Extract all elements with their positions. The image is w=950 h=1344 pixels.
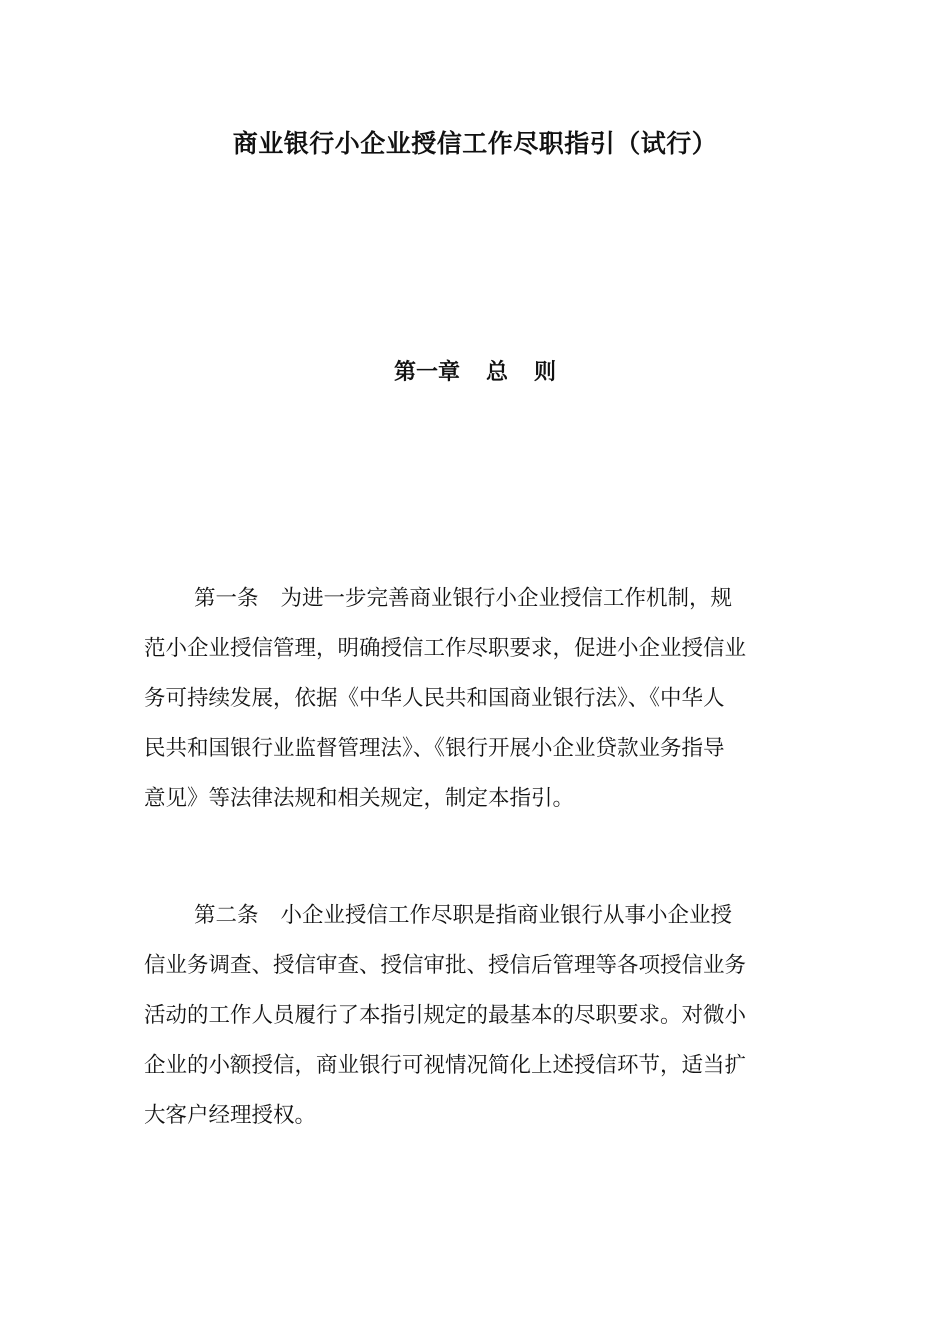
article-line: 民共和国银行业监督管理法》、《银行开展小企业贷款业务指导 — [144, 736, 725, 761]
article-text: 小企业授信工作尽职是指商业银行从事小企业授 — [280, 903, 733, 928]
article-line: 范小企业授信管理，明确授信工作尽职要求，促进小企业授信业 — [144, 636, 747, 661]
article-line: 大客户经理授权。 — [144, 1103, 317, 1128]
article-line: 务可持续发展，依据《中华人民共和国商业银行法》、《中华人 — [144, 686, 725, 711]
article-2 — [144, 891, 812, 1141]
document-title: 商业银行小企业授信工作尽职指引（试行） — [232, 129, 718, 158]
article-line — [144, 891, 812, 941]
article-line — [144, 574, 812, 624]
chapter-name-part1: 总 — [485, 360, 508, 385]
article-1 — [144, 574, 812, 824]
article-number: 第二条 — [194, 903, 259, 928]
chapter-heading — [0, 355, 950, 386]
article-line: 活动的工作人员履行了本指引规定的最基本的尽职要求。对微小 — [144, 1003, 747, 1028]
chapter-label: 第一章 — [393, 360, 460, 385]
article-number: 第一条 — [194, 586, 259, 611]
article-line: 企业的小额授信，商业银行可视情况简化上述授信环节，适当扩 — [144, 1053, 747, 1078]
article-line: 信业务调查、授信审查、授信审批、授信后管理等各项授信业务 — [144, 953, 747, 978]
article-line: 意见》等法律法规和相关规定，制定本指引。 — [144, 786, 575, 811]
article-text: 为进一步完善商业银行小企业授信工作机制，规 — [280, 586, 733, 611]
chapter-name-part2: 则 — [534, 360, 557, 385]
